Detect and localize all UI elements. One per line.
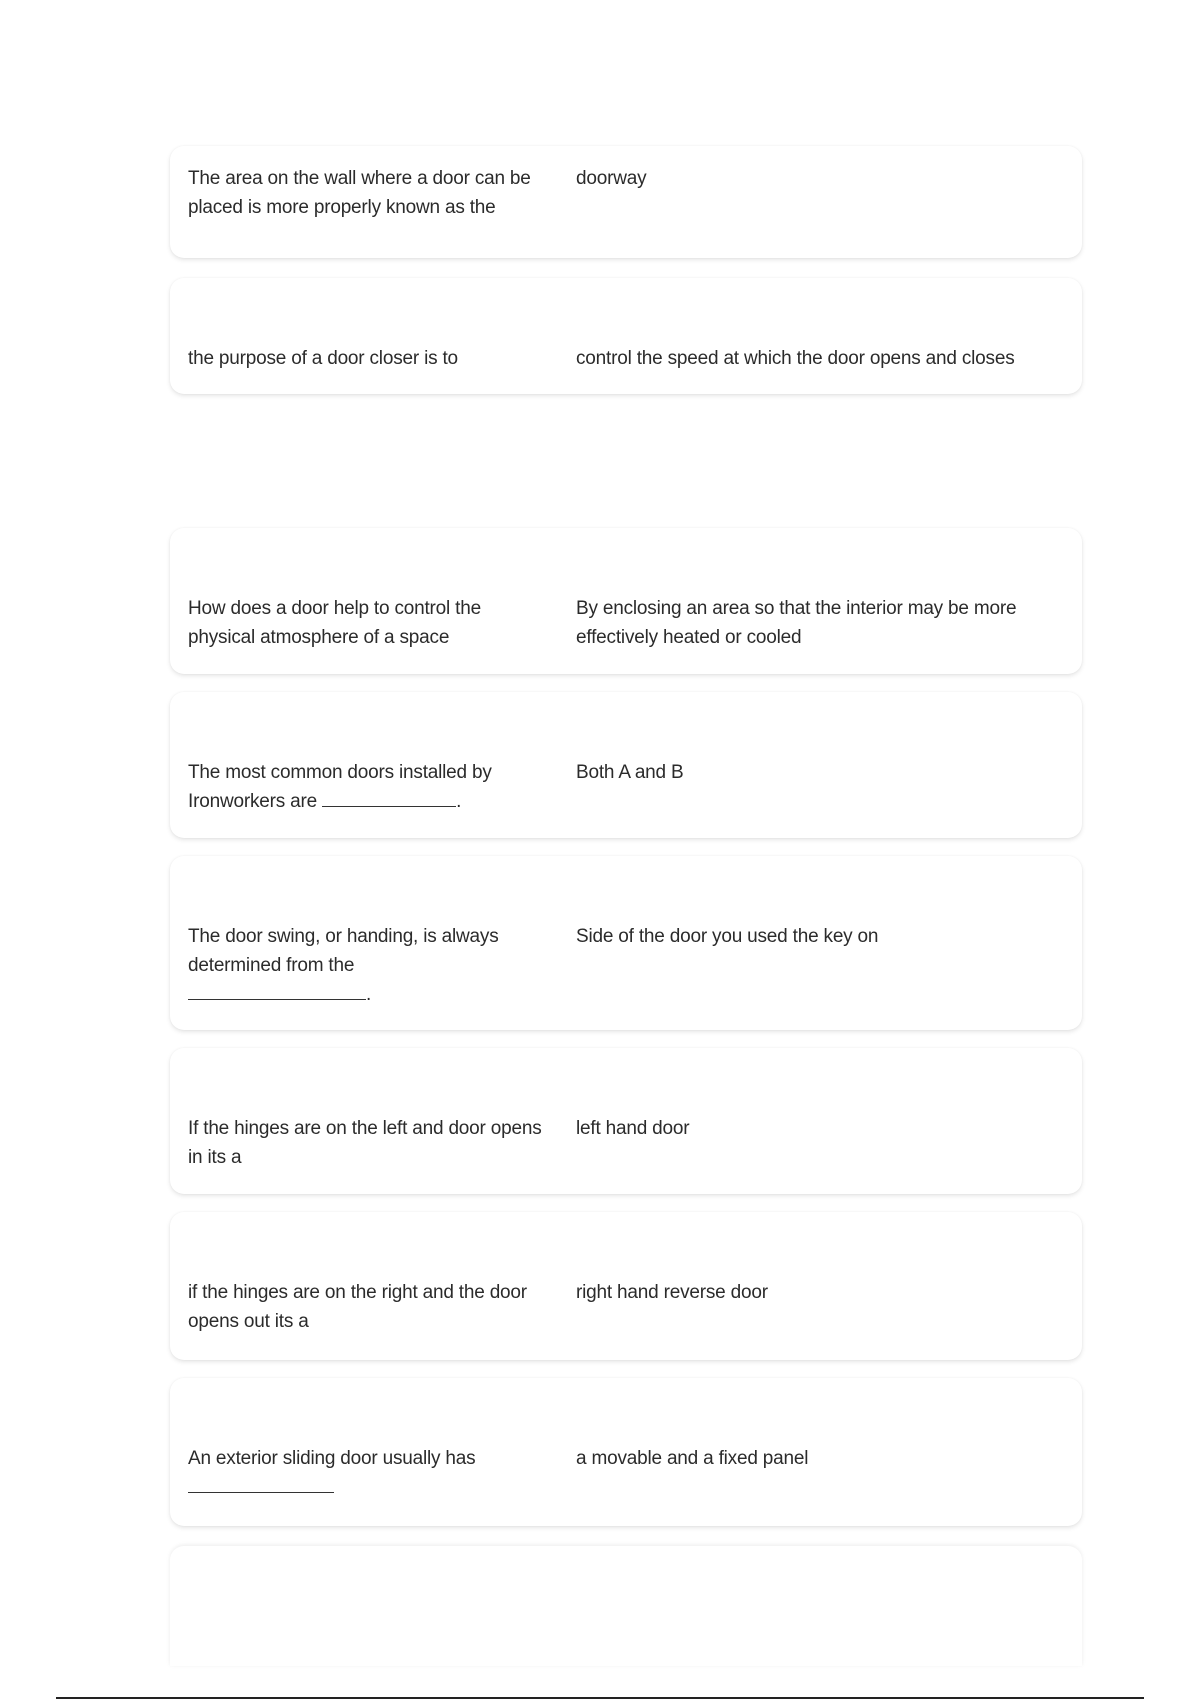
card-definition: doorway <box>576 168 647 189</box>
card-term <box>188 1444 548 1502</box>
card-term: The area on the wall where a door can be placed is more properly known as the <box>188 168 531 218</box>
flashcard-partial[interactable] <box>170 1546 1082 1666</box>
answer-blank <box>322 788 456 807</box>
card-term: if the hinges are on the right and the door opens out its a <box>188 1282 527 1332</box>
flashcard[interactable] <box>170 1048 1082 1194</box>
card-term <box>188 922 548 1009</box>
page-divider <box>56 1697 1144 1699</box>
term-text: The door swing, or handing, is always determined from the <box>188 926 499 976</box>
answer-blank <box>188 981 366 1000</box>
card-definition: control the speed at which the door opens and closes <box>576 348 1015 369</box>
term-text: The most common doors installed by Ironworkers are <box>188 762 492 812</box>
flashcard[interactable] <box>170 278 1082 394</box>
card-definition: a movable and a fixed panel <box>576 1448 809 1469</box>
flashcard[interactable] <box>170 1212 1082 1360</box>
flashcard[interactable] <box>170 692 1082 838</box>
card-term: If the hinges are on the left and door opens in its a <box>188 1118 542 1168</box>
card-term: the purpose of a door closer is to <box>188 348 458 369</box>
term-text: An exterior sliding door usually has <box>188 1448 476 1469</box>
flashcard[interactable] <box>170 146 1082 258</box>
card-term: How does a door help to control the physical atmosphere of a space <box>188 598 481 648</box>
card-term <box>188 758 548 816</box>
card-definition: By enclosing an area so that the interior may be more effectively heated or cooled <box>576 598 1017 648</box>
flashcard[interactable] <box>170 856 1082 1030</box>
flashcard[interactable] <box>170 528 1082 674</box>
card-definition: Side of the door you used the key on <box>576 926 879 947</box>
term-suffix: . <box>366 984 372 1005</box>
term-suffix: . <box>456 791 462 812</box>
flashcard[interactable] <box>170 1378 1082 1526</box>
card-definition: Both A and B <box>576 762 684 783</box>
card-definition: left hand door <box>576 1118 690 1139</box>
answer-blank <box>188 1474 334 1493</box>
card-definition: right hand reverse door <box>576 1282 768 1303</box>
